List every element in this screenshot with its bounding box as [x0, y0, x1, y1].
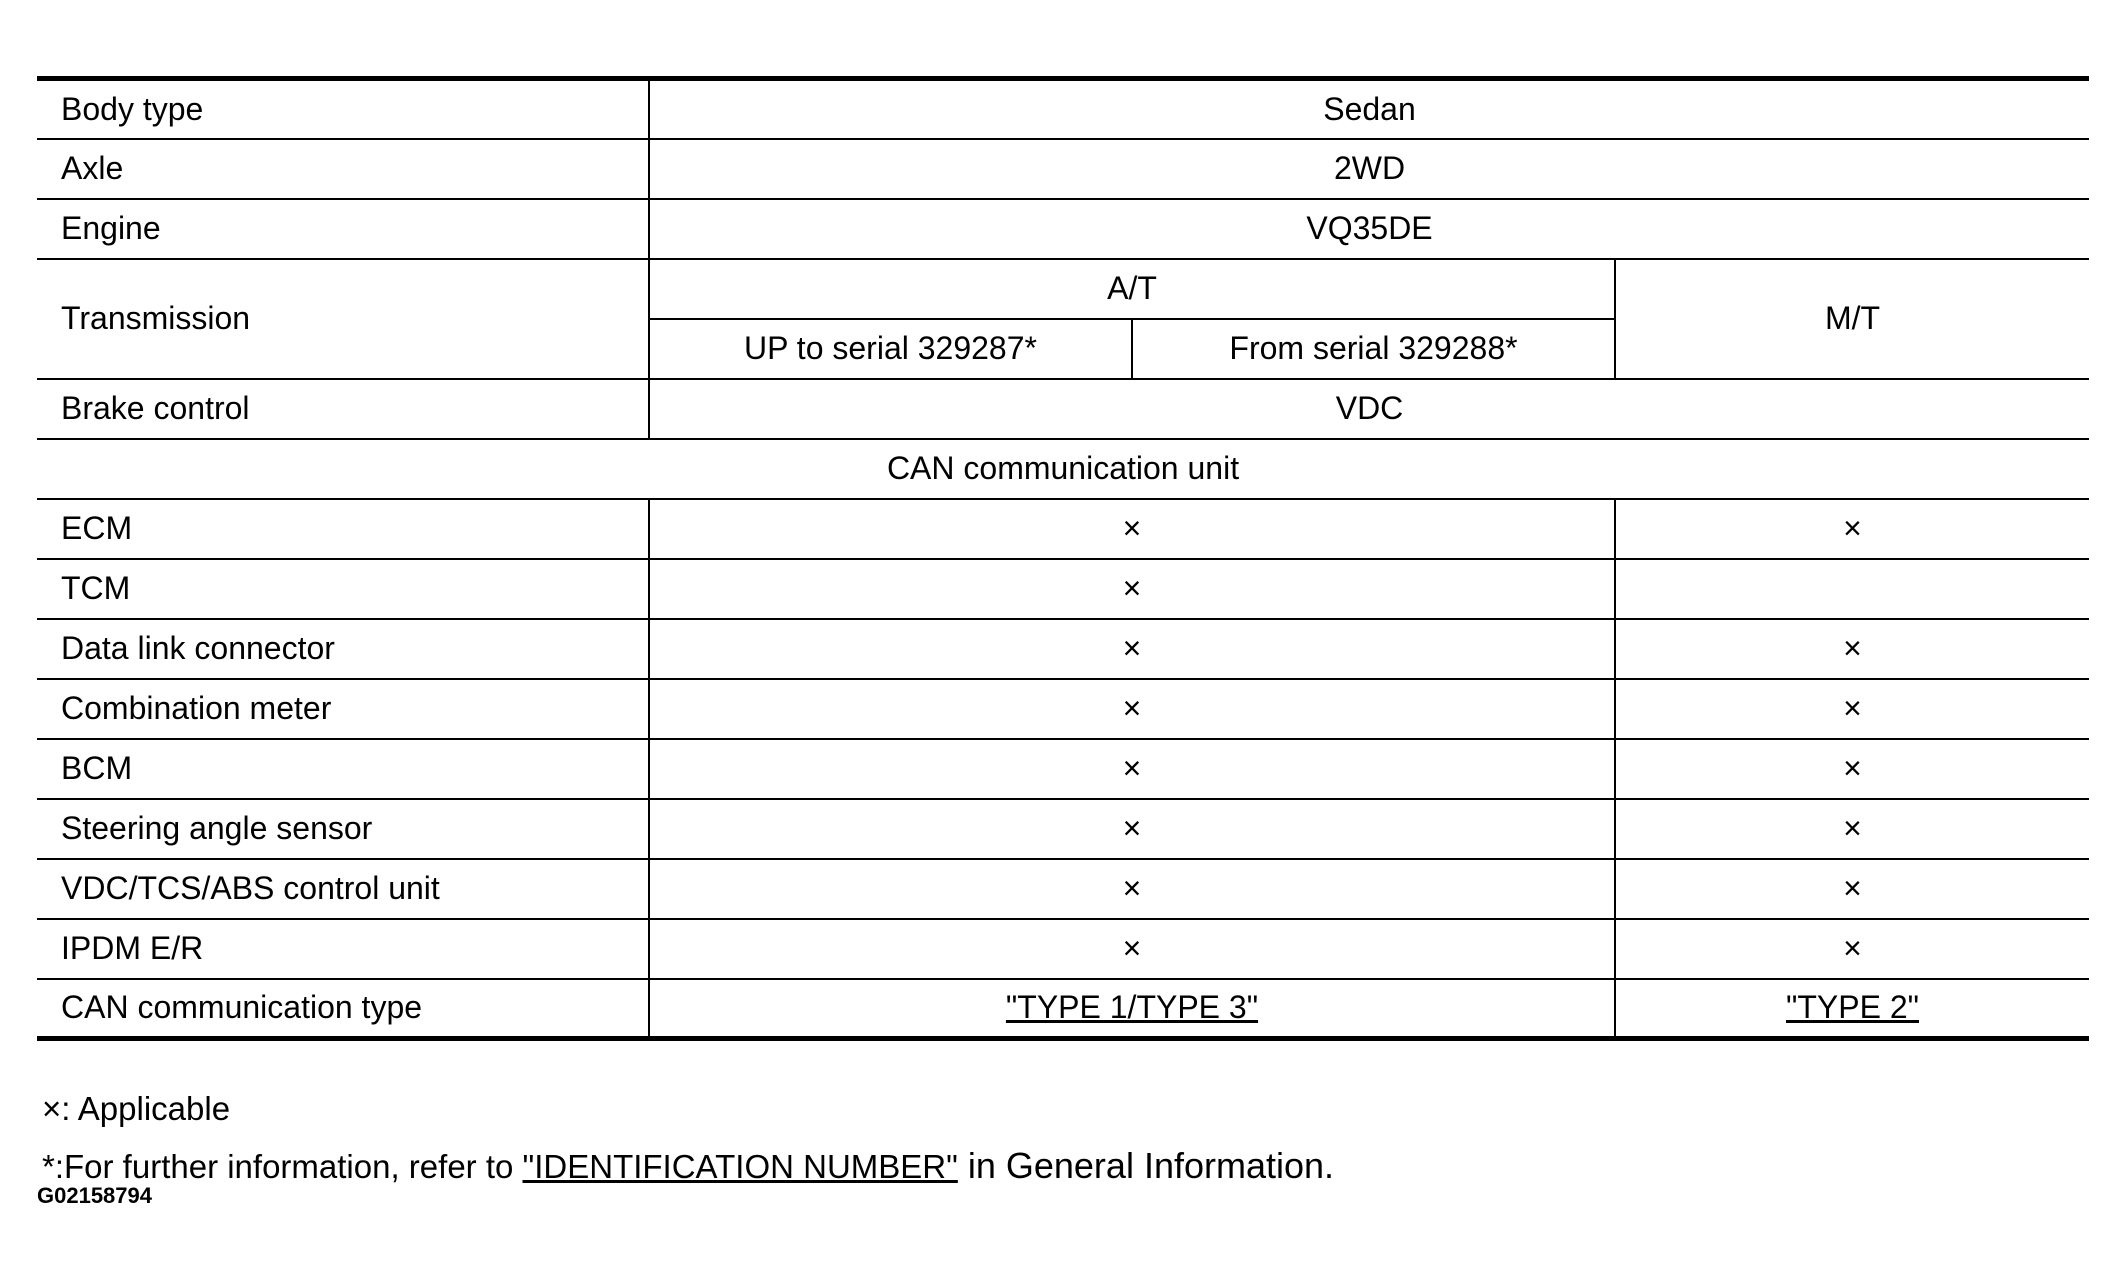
body-type-value: Sedan — [649, 79, 2089, 139]
mt-applicable-mark — [1615, 559, 2089, 619]
at-applicable-mark: × — [649, 799, 1615, 859]
at-applicable-mark: × — [649, 499, 1615, 559]
at-applicable-mark: × — [649, 739, 1615, 799]
unit-label: Steering angle sensor — [37, 799, 649, 859]
brake-control-value: VDC — [649, 379, 2089, 439]
engine-value: VQ35DE — [649, 199, 2089, 259]
table-row — [37, 499, 2089, 559]
mt-applicable-mark: × — [1615, 919, 2089, 979]
row-label: Axle — [37, 139, 649, 199]
applicable-note: ×: Applicable — [42, 1090, 231, 1127]
row-label: Engine — [37, 199, 649, 259]
unit-label: Data link connector — [37, 619, 649, 679]
further-info-prefix: *:For further information, refer to — [42, 1148, 523, 1185]
row-label: Transmission — [37, 259, 649, 379]
can-system-spec-table — [37, 76, 2089, 1041]
at-from-serial: From serial 329288* — [1132, 319, 1615, 379]
at-applicable-mark: × — [649, 619, 1615, 679]
table-row — [37, 859, 2089, 919]
at-up-to-serial: UP to serial 329287* — [649, 319, 1132, 379]
mt-applicable-mark: × — [1615, 799, 2089, 859]
table-row — [37, 919, 2089, 979]
mt-applicable-mark: × — [1615, 499, 2089, 559]
unit-label: IPDM E/R — [37, 919, 649, 979]
type-2-link[interactable]: "TYPE 2" — [1786, 989, 1919, 1026]
unit-label: TCM — [37, 559, 649, 619]
at-comm-type-cell — [649, 979, 1615, 1039]
further-info-note — [42, 1137, 1334, 1195]
figure-id: G02158794 — [37, 1183, 152, 1208]
table-row — [37, 799, 2089, 859]
at-applicable-mark: × — [649, 919, 1615, 979]
table-row — [37, 139, 2089, 199]
unit-label: ECM — [37, 499, 649, 559]
further-info-suffix: in General Information. — [957, 1145, 1335, 1186]
row-label: Brake control — [37, 379, 649, 439]
mt-comm-type-cell — [1615, 979, 2089, 1039]
at-applicable-mark: × — [649, 559, 1615, 619]
mt-applicable-mark: × — [1615, 739, 2089, 799]
table-row — [37, 739, 2089, 799]
table-row — [37, 559, 2089, 619]
at-applicable-mark: × — [649, 859, 1615, 919]
table-row — [37, 679, 2089, 739]
identification-number-link[interactable]: "IDENTIFICATION NUMBER" — [522, 1148, 958, 1185]
table-row — [37, 979, 2089, 1039]
row-label: CAN communication type — [61, 989, 423, 1026]
mt-applicable-mark: × — [1615, 619, 2089, 679]
table-row — [37, 79, 2089, 139]
axle-value: 2WD — [649, 139, 2089, 199]
unit-label: VDC/TCS/ABS control unit — [37, 859, 649, 919]
unit-label: BCM — [37, 739, 649, 799]
unit-label: Combination meter — [37, 679, 649, 739]
section-header: CAN communication unit — [37, 439, 2089, 499]
table-row — [37, 379, 2089, 439]
row-label: Body type — [37, 79, 649, 139]
mt-applicable-mark: × — [1615, 859, 2089, 919]
table-row — [37, 199, 2089, 259]
table-row — [37, 619, 2089, 679]
table-row — [37, 259, 2089, 319]
transmission-at-header: A/T — [649, 259, 1615, 319]
transmission-mt-header: M/T — [1615, 259, 2089, 379]
type-1-type-3-link[interactable]: "TYPE 1/TYPE 3" — [1005, 989, 1259, 1026]
mt-applicable-mark: × — [1615, 679, 2089, 739]
at-applicable-mark: × — [649, 679, 1615, 739]
table-notes — [42, 1080, 1334, 1195]
table-row — [37, 439, 2089, 499]
